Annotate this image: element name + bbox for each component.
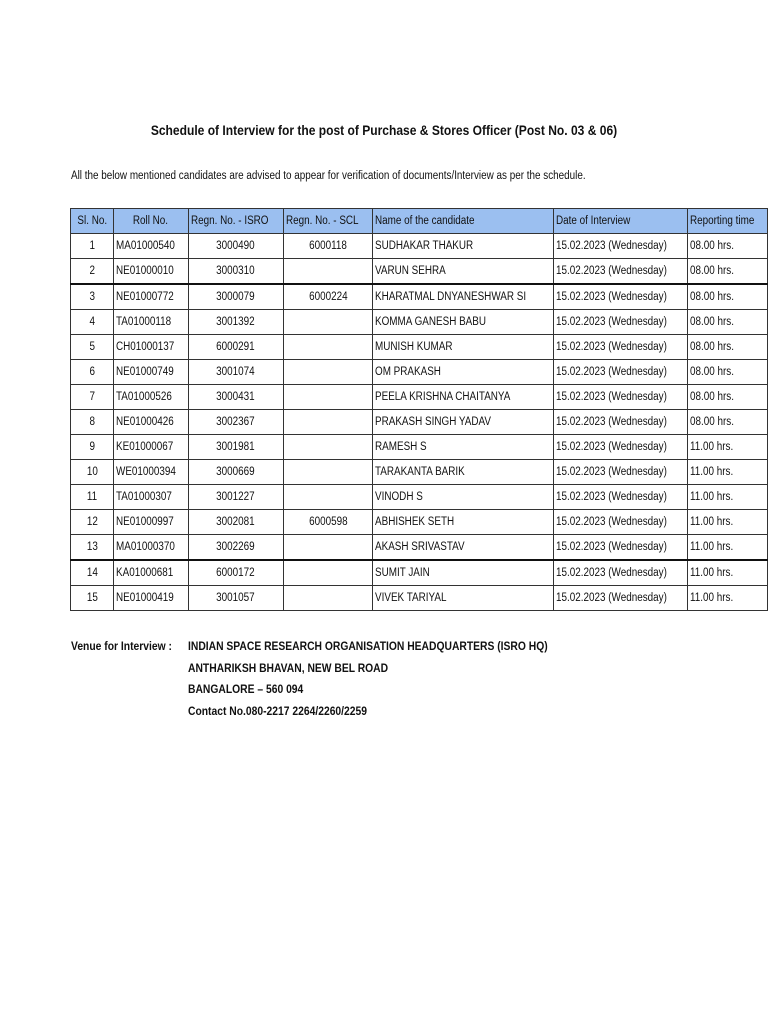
cell-sl-no: 7 [71, 385, 114, 410]
cell-regn-isro: 3002081 [188, 510, 283, 535]
cell-sl-no: 12 [71, 510, 114, 535]
cell-roll-no: NE01000749 [113, 360, 188, 385]
cell-candidate-name: VINODH S [373, 485, 554, 510]
cell-candidate-name: AKASH SRIVASTAV [373, 535, 554, 561]
cell-candidate-name: KHARATMAL DNYANESHWAR SI [373, 284, 554, 310]
cell-regn-scl [283, 385, 372, 410]
cell-reporting-time: 08.00 hrs. [687, 234, 767, 259]
cell-roll-no: NE01000419 [113, 586, 188, 611]
venue-label: Venue for Interview : [71, 639, 172, 653]
cell-reporting-time: 08.00 hrs. [687, 259, 767, 285]
cell-roll-no: NE01000997 [113, 510, 188, 535]
table-row [71, 586, 768, 611]
column-header-regn-isro: Regn. No. - ISRO [188, 209, 283, 234]
cell-reporting-time: 08.00 hrs. [687, 284, 767, 310]
cell-regn-isro: 3001227 [188, 485, 283, 510]
cell-sl-no: 10 [71, 460, 114, 485]
cell-regn-isro: 3000490 [188, 234, 283, 259]
intro-text: All the below mentioned candidates are advised to appear for verification of documents/Interview as per the schedule. [71, 170, 586, 182]
cell-regn-isro: 6000291 [188, 335, 283, 360]
cell-candidate-name: OM PRAKASH [373, 360, 554, 385]
cell-sl-no: 2 [71, 259, 114, 285]
cell-candidate-name: VIVEK TARIYAL [373, 586, 554, 611]
cell-regn-isro: 3002269 [188, 535, 283, 561]
cell-roll-no: MA01000370 [113, 535, 188, 561]
table-row [71, 435, 768, 460]
cell-reporting-time: 11.00 hrs. [687, 460, 767, 485]
cell-roll-no: TA01000118 [113, 310, 188, 335]
cell-reporting-time: 11.00 hrs. [687, 435, 767, 460]
table-row [71, 535, 768, 561]
table-row [71, 485, 768, 510]
cell-interview-date: 15.02.2023 (Wednesday) [553, 510, 687, 535]
cell-regn-isro: 3000079 [188, 284, 283, 310]
cell-interview-date: 15.02.2023 (Wednesday) [553, 310, 687, 335]
column-header-candidate-name: Name of the candidate [373, 209, 554, 234]
cell-reporting-time: 08.00 hrs. [687, 310, 767, 335]
cell-sl-no: 14 [71, 560, 114, 586]
cell-roll-no: NE01000772 [113, 284, 188, 310]
cell-sl-no: 13 [71, 535, 114, 561]
cell-roll-no: CH01000137 [113, 335, 188, 360]
cell-regn-isro: 3000431 [188, 385, 283, 410]
table-row [71, 385, 768, 410]
cell-candidate-name: RAMESH S [373, 435, 554, 460]
cell-candidate-name: SUMIT JAIN [373, 560, 554, 586]
venue-line-contact: Contact No.080-2217 2264/2260/2259 [188, 703, 368, 718]
cell-reporting-time: 08.00 hrs. [687, 335, 767, 360]
table-row [71, 460, 768, 485]
cell-regn-scl [283, 310, 372, 335]
cell-regn-scl [283, 460, 372, 485]
cell-reporting-time: 11.00 hrs. [687, 535, 767, 561]
cell-interview-date: 15.02.2023 (Wednesday) [553, 586, 687, 611]
cell-candidate-name: SUDHAKAR THAKUR [373, 234, 554, 259]
cell-roll-no: TA01000307 [113, 485, 188, 510]
cell-reporting-time: 11.00 hrs. [687, 485, 767, 510]
cell-roll-no: KE01000067 [113, 435, 188, 460]
cell-regn-isro: 3000669 [188, 460, 283, 485]
cell-reporting-time: 11.00 hrs. [687, 510, 767, 535]
cell-regn-isro: 3002367 [188, 410, 283, 435]
table-row [71, 410, 768, 435]
cell-regn-isro: 3001392 [188, 310, 283, 335]
table-row [71, 234, 768, 259]
cell-sl-no: 1 [71, 234, 114, 259]
cell-sl-no: 6 [71, 360, 114, 385]
table-row [71, 310, 768, 335]
table-row [71, 560, 768, 586]
cell-sl-no: 9 [71, 435, 114, 460]
cell-regn-isro: 3001057 [188, 586, 283, 611]
cell-reporting-time: 08.00 hrs. [687, 385, 767, 410]
cell-sl-no: 4 [71, 310, 114, 335]
cell-regn-scl: 6000224 [283, 284, 372, 310]
cell-interview-date: 15.02.2023 (Wednesday) [553, 535, 687, 561]
cell-regn-scl: 6000598 [283, 510, 372, 535]
interview-schedule-table [70, 208, 768, 611]
cell-sl-no: 8 [71, 410, 114, 435]
cell-candidate-name: KOMMA GANESH BABU [373, 310, 554, 335]
cell-regn-scl [283, 586, 372, 611]
cell-roll-no: NE01000426 [113, 410, 188, 435]
table-body [71, 234, 768, 611]
cell-interview-date: 15.02.2023 (Wednesday) [553, 335, 687, 360]
column-header-date: Date of Interview [553, 209, 687, 234]
cell-interview-date: 15.02.2023 (Wednesday) [553, 360, 687, 385]
cell-interview-date: 15.02.2023 (Wednesday) [553, 385, 687, 410]
table-row [71, 360, 768, 385]
cell-regn-scl [283, 335, 372, 360]
column-header-roll-no: Roll No. [113, 209, 188, 234]
venue-line-organisation: INDIAN SPACE RESEARCH ORGANISATION HEADQUARTERS (ISRO HQ) [188, 639, 548, 653]
cell-interview-date: 15.02.2023 (Wednesday) [553, 560, 687, 586]
cell-sl-no: 5 [71, 335, 114, 360]
cell-regn-scl [283, 535, 372, 561]
cell-reporting-time: 08.00 hrs. [687, 360, 767, 385]
cell-reporting-time: 11.00 hrs. [687, 560, 767, 586]
cell-regn-scl [283, 410, 372, 435]
cell-candidate-name: ABHISHEK SETH [373, 510, 554, 535]
cell-sl-no: 3 [71, 284, 114, 310]
cell-candidate-name: MUNISH KUMAR [373, 335, 554, 360]
cell-regn-scl [283, 485, 372, 510]
cell-reporting-time: 11.00 hrs. [687, 586, 767, 611]
cell-regn-isro: 6000172 [188, 560, 283, 586]
cell-regn-scl [283, 560, 372, 586]
cell-roll-no: MA01000540 [113, 234, 188, 259]
table-row [71, 335, 768, 360]
cell-roll-no: NE01000010 [113, 259, 188, 285]
cell-interview-date: 15.02.2023 (Wednesday) [553, 410, 687, 435]
cell-roll-no: TA01000526 [113, 385, 188, 410]
column-header-reporting-time: Reporting time [687, 209, 767, 234]
cell-candidate-name: PEELA KRISHNA CHAITANYA [373, 385, 554, 410]
cell-interview-date: 15.02.2023 (Wednesday) [553, 284, 687, 310]
cell-candidate-name: PRAKASH SINGH YADAV [373, 410, 554, 435]
cell-regn-isro: 3000310 [188, 259, 283, 285]
cell-interview-date: 15.02.2023 (Wednesday) [553, 435, 687, 460]
cell-interview-date: 15.02.2023 (Wednesday) [553, 234, 687, 259]
cell-interview-date: 15.02.2023 (Wednesday) [553, 259, 687, 285]
cell-regn-scl [283, 360, 372, 385]
cell-sl-no: 15 [71, 586, 114, 611]
column-header-regn-scl: Regn. No. - SCL [283, 209, 372, 234]
cell-regn-isro: 3001074 [188, 360, 283, 385]
cell-interview-date: 15.02.2023 (Wednesday) [553, 460, 687, 485]
venue-line-city: BANGALORE – 560 094 [188, 682, 304, 696]
cell-regn-scl: 6000118 [283, 234, 372, 259]
document-title: Schedule of Interview for the post of Purchase & Stores Officer (Post No. 03 & 06) [150, 122, 618, 138]
cell-reporting-time: 08.00 hrs. [687, 410, 767, 435]
cell-regn-isro: 3001981 [188, 435, 283, 460]
venue-line-building: ANTHARIKSH BHAVAN, NEW BEL ROAD [188, 660, 389, 675]
cell-regn-scl [283, 435, 372, 460]
cell-interview-date: 15.02.2023 (Wednesday) [553, 485, 687, 510]
table-row [71, 284, 768, 310]
cell-regn-scl [283, 259, 372, 285]
column-header-sl-no: Sl. No. [71, 209, 114, 234]
cell-roll-no: KA01000681 [113, 560, 188, 586]
cell-roll-no: WE01000394 [113, 460, 188, 485]
cell-candidate-name: TARAKANTA BARIK [373, 460, 554, 485]
cell-candidate-name: VARUN SEHRA [373, 259, 554, 285]
table-header-row [71, 209, 768, 234]
cell-sl-no: 11 [71, 485, 114, 510]
table-row [71, 259, 768, 285]
table-row [71, 510, 768, 535]
